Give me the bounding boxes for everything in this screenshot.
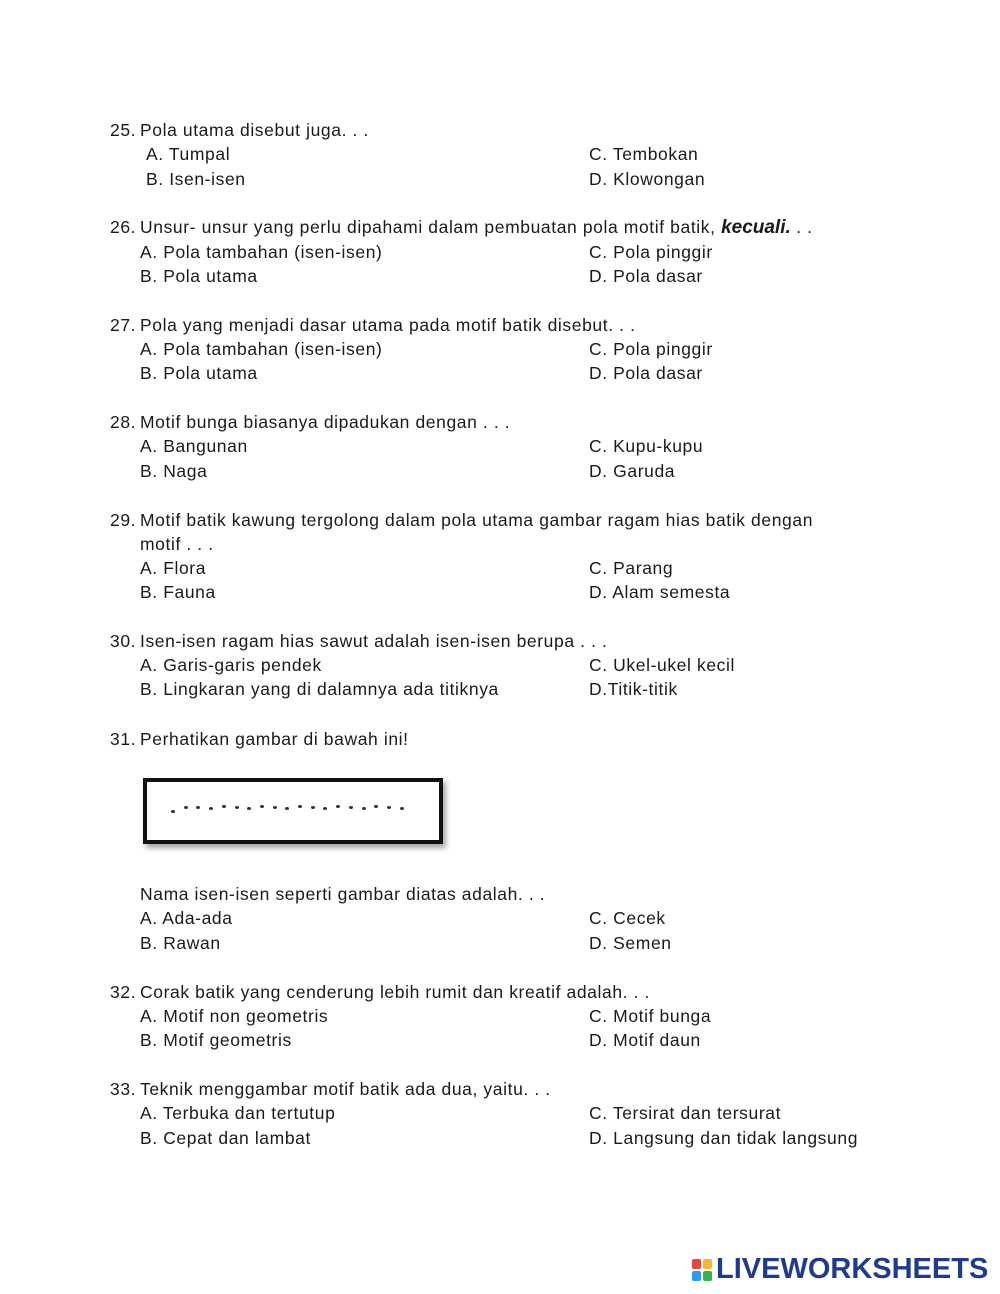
option-d[interactable]: D. Pola dasar	[589, 363, 703, 383]
option-d[interactable]: D. Alam semesta	[589, 582, 731, 602]
question-number: 29.	[110, 510, 137, 530]
option-a[interactable]: A. Pola tambahan (isen-isen)	[140, 339, 383, 359]
question-stem: Teknik menggambar motif batik ada dua, yaitu. . .	[140, 1079, 551, 1099]
option-b[interactable]: B. Fauna	[140, 582, 216, 602]
option-b[interactable]: B. Rawan	[140, 933, 221, 953]
option-d[interactable]: D. Semen	[589, 933, 672, 953]
dot-mark	[298, 805, 302, 808]
question-stem: Isen-isen ragam hias sawut adalah isen-isen berupa . . .	[140, 631, 608, 651]
option-a[interactable]: A. Bangunan	[140, 436, 248, 456]
option-a[interactable]: A. Terbuka dan tertutup	[140, 1103, 336, 1123]
option-a[interactable]: A. Tumpal	[146, 144, 231, 164]
option-c[interactable]: C. Parang	[589, 558, 674, 578]
question-number: 30.	[110, 631, 137, 651]
dot-mark	[184, 806, 188, 809]
option-d[interactable]: D. Langsung dan tidak langsung	[589, 1128, 859, 1148]
dot-mark	[362, 807, 366, 810]
logo-square	[703, 1271, 712, 1281]
dot-mark	[235, 806, 239, 809]
dot-mark	[247, 807, 251, 810]
question-stem: Motif bunga biasanya dipadukan dengan . . .	[140, 412, 511, 432]
dot-mark	[222, 805, 226, 808]
option-a[interactable]: A. Garis-garis pendek	[140, 655, 322, 675]
dot-mark	[400, 807, 404, 810]
logo-square	[703, 1259, 712, 1269]
option-c[interactable]: C. Kupu-kupu	[589, 436, 704, 456]
option-c[interactable]: C. Pola pinggir	[589, 339, 713, 359]
option-a[interactable]: A. Flora	[140, 558, 207, 578]
question-number: 28.	[110, 412, 137, 432]
question-number: 25.	[110, 120, 137, 140]
question-stem: Pola utama disebut juga. . .	[140, 120, 369, 140]
option-d[interactable]: D. Pola dasar	[589, 266, 703, 286]
option-d[interactable]: D. Motif daun	[589, 1030, 701, 1050]
question-stem-text: Unsur- unsur yang perlu dipahami dalam pembuatan pola motif batik,	[140, 217, 716, 237]
question-number: 27.	[110, 315, 137, 335]
option-b[interactable]: B. Isen-isen	[146, 169, 246, 189]
dot-mark	[349, 806, 353, 809]
dot-mark	[311, 806, 315, 809]
option-b[interactable]: B. Pola utama	[140, 266, 258, 286]
question-number: 31.	[110, 729, 137, 749]
option-d[interactable]: D. Klowongan	[589, 169, 706, 189]
question-stem-cont: Nama isen-isen seperti gambar diatas adalah. . .	[140, 884, 546, 904]
dot-mark	[285, 807, 289, 810]
option-c[interactable]: C. Pola pinggir	[589, 242, 713, 262]
dot-mark	[171, 810, 175, 813]
dot-mark	[323, 807, 327, 810]
question-number: 26.	[110, 217, 137, 237]
option-c[interactable]: C. Tersirat dan tersurat	[589, 1103, 782, 1123]
option-d[interactable]: D.Titik-titik	[589, 679, 678, 699]
logo-square	[692, 1259, 701, 1269]
question-stem: Perhatikan gambar di bawah ini!	[140, 729, 409, 749]
emphasis-kecuali: kecuali.	[721, 217, 791, 238]
question-stem: Pola yang menjadi dasar utama pada motif batik disebut. . .	[140, 315, 636, 335]
logo-text: LIVEWORKSHEETS	[716, 1253, 989, 1285]
logo-mark-icon	[692, 1259, 712, 1281]
option-b[interactable]: B. Pola utama	[140, 363, 258, 383]
option-a[interactable]: A. Motif non geometris	[140, 1006, 329, 1026]
isen-isen-image	[143, 778, 443, 844]
dot-mark	[374, 805, 378, 808]
question-number: 32.	[110, 982, 137, 1002]
dot-mark	[196, 806, 200, 809]
question-number: 33.	[110, 1079, 137, 1099]
dot-mark	[387, 806, 391, 809]
option-d[interactable]: D. Garuda	[589, 461, 676, 481]
option-c[interactable]: C. Motif bunga	[589, 1006, 712, 1026]
dot-mark	[209, 807, 213, 810]
option-c[interactable]: C. Cecek	[589, 908, 666, 928]
option-b[interactable]: B. Motif geometris	[140, 1030, 292, 1050]
option-a[interactable]: A. Pola tambahan (isen-isen)	[140, 242, 383, 262]
option-b[interactable]: B. Cepat dan lambat	[140, 1128, 311, 1148]
option-c[interactable]: C. Ukel-ukel kecil	[589, 655, 735, 675]
option-c[interactable]: C. Tembokan	[589, 144, 699, 164]
option-b[interactable]: B. Naga	[140, 461, 208, 481]
question-stem-end: . .	[790, 217, 813, 237]
option-a[interactable]: A. Ada-ada	[140, 908, 233, 928]
dot-mark	[273, 806, 277, 809]
question-stem-cont: motif . . .	[140, 534, 214, 554]
dot-mark	[336, 805, 340, 808]
dot-mark	[260, 805, 264, 808]
question-stem: Motif batik kawung tergolong dalam pola utama gambar ragam hias batik dengan	[140, 510, 814, 530]
question-stem: Corak batik yang cenderung lebih rumit dan kreatif adalah. . .	[140, 982, 650, 1002]
option-b[interactable]: B. Lingkaran yang di dalamnya ada titiknya	[140, 679, 499, 699]
liveworksheets-logo[interactable]	[692, 1253, 988, 1286]
logo-square	[692, 1271, 701, 1281]
question-stem	[140, 215, 813, 240]
